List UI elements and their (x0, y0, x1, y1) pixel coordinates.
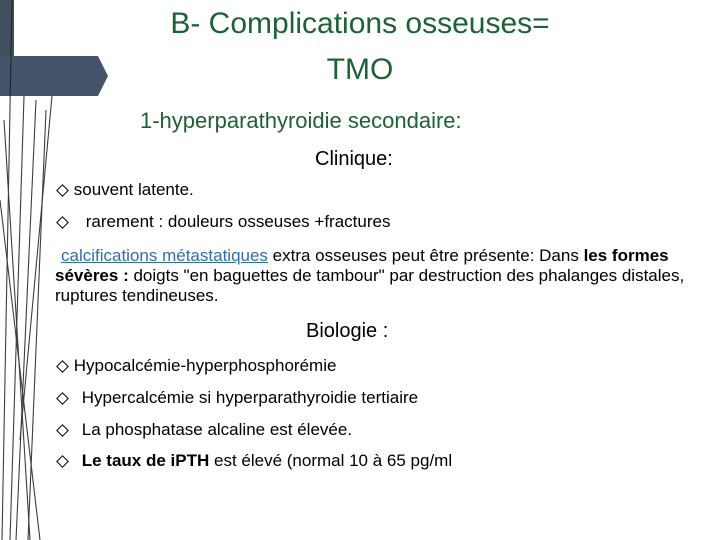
diamond-bullet-icon (56, 424, 69, 437)
list-item (58, 212, 390, 232)
diamond-bullet-icon (56, 184, 69, 197)
biologie-heading: Biologie : (306, 320, 389, 342)
slide-title-line1: B- Complications osseuses= (170, 7, 550, 40)
paragraph-text: doigts "en baguettes de tambour" par destruction des phalanges distales, ruptures tendineuses. (55, 266, 685, 305)
section-subtitle: 1-hyperparathyroidie secondaire: (140, 108, 462, 133)
list-item (58, 356, 336, 376)
calcifications-link[interactable]: calcifications métastatiques (61, 246, 268, 265)
bullet-text: est élevé (normal 10 à 65 pg/ml (209, 451, 453, 470)
clinique-heading: Clinique: (315, 148, 393, 170)
paragraph-text: extra osseuses peut être présente: Dans (267, 246, 584, 265)
bullet-text: Hypocalcémie-hyperphosphorémie (73, 356, 337, 375)
bullet-text: rarement : douleurs osseuses +fractures (85, 212, 391, 231)
diamond-bullet-icon (56, 360, 69, 373)
diamond-bullet-icon (56, 392, 69, 405)
list-item (58, 420, 352, 440)
diamond-bullet-icon (56, 216, 69, 229)
bullet-bold-text: Le taux de iPTH (81, 451, 210, 470)
list-item (58, 388, 418, 408)
title-band (0, 56, 108, 96)
slide-title-line2: TMO (326, 53, 394, 86)
decorative-lines (0, 0, 52, 540)
bullet-text: La phosphatase alcaline est élevée. (81, 420, 353, 439)
paragraph-bold: les formes sévères : (55, 246, 669, 285)
bullet-text: souvent latente. (73, 180, 194, 199)
list-item (58, 451, 452, 471)
bullet-text: Hypercalcémie si hyperparathyroidie tertiaire (81, 388, 419, 407)
clinique-paragraph (55, 246, 715, 306)
list-item (58, 180, 194, 200)
left-edge-band (0, 0, 14, 56)
diamond-bullet-icon (56, 455, 69, 468)
